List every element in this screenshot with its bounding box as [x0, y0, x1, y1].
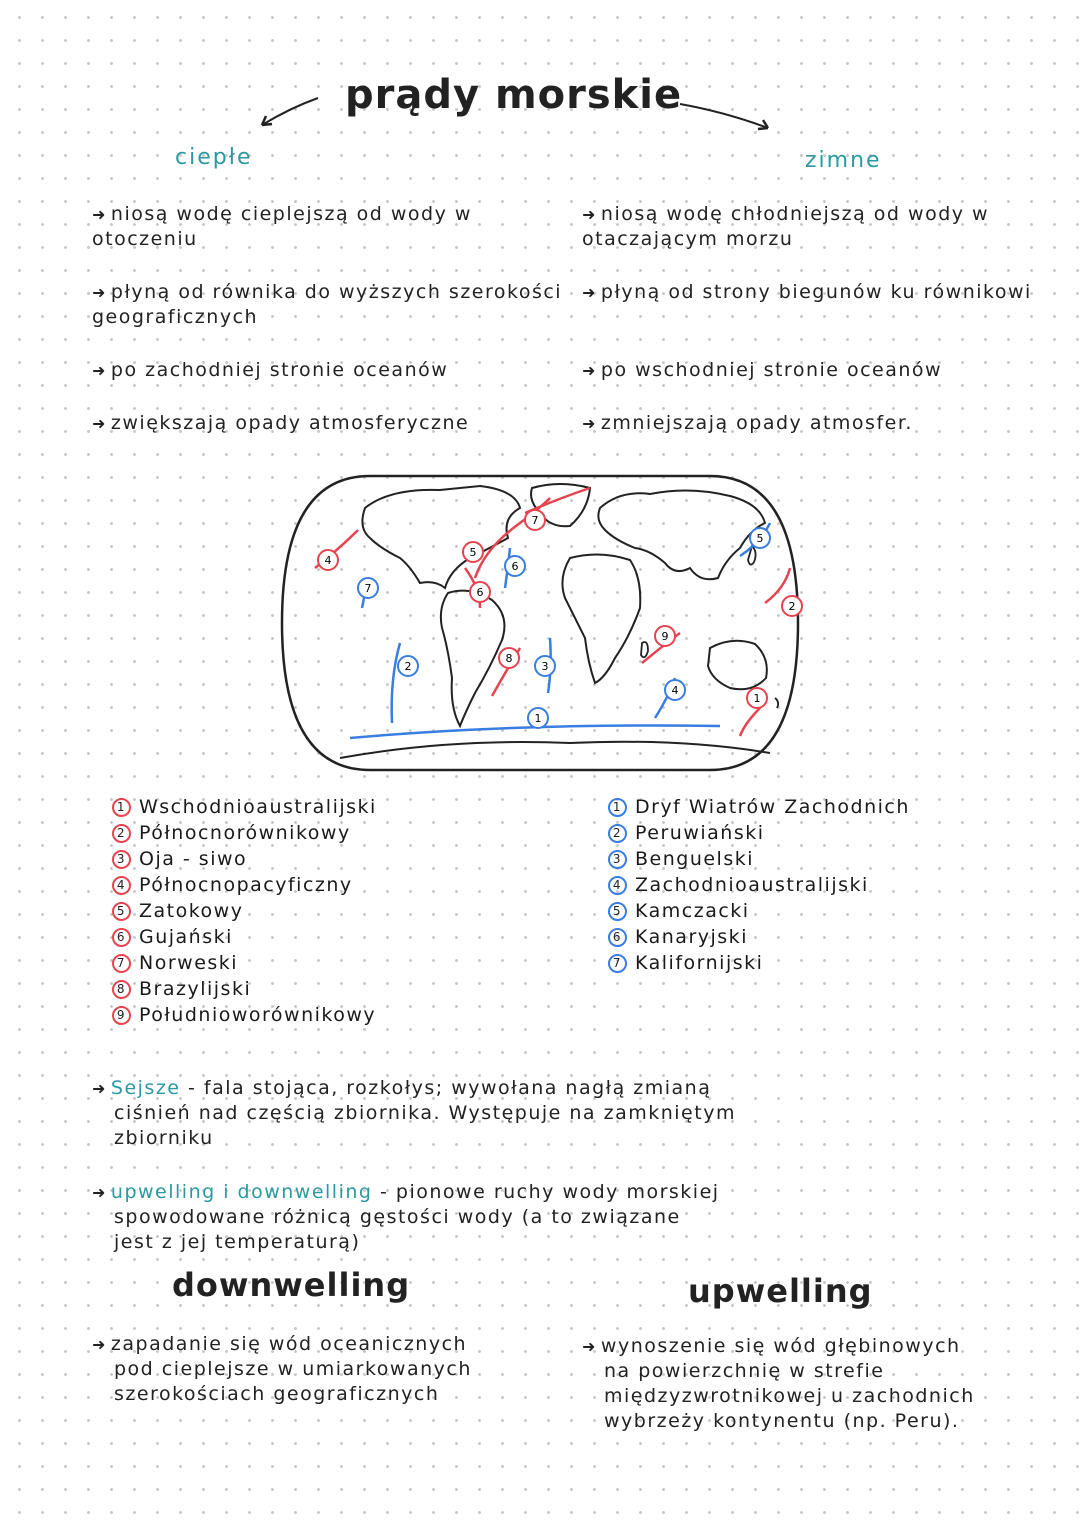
cold-arrow-2 [392, 643, 400, 723]
legend-name: Zachodnioaustralijski [635, 874, 869, 896]
legend-number: 1 [608, 798, 627, 817]
cold-point-2: ➜ płyną od strony biegunów ku równikowi [582, 281, 1032, 303]
map-label-warm-8 [499, 648, 519, 668]
legend-row [112, 976, 377, 1002]
warm-current-arrows [315, 488, 790, 736]
map-label-warm-1 [747, 688, 767, 708]
map-label-warm-9 [655, 626, 675, 646]
legend-row [112, 1002, 377, 1028]
legend-name: Północnopacyficzny [139, 874, 353, 896]
legend-name: Kanaryjski [635, 926, 748, 948]
legend-row [608, 924, 910, 950]
warm-point-1: ➜ niosą wodę cieplejszą od wody w otoczeniu [92, 203, 472, 250]
cold-point-1: ➜ niosą wodę chłodniejszą od wody w otaczającym morzu [582, 203, 990, 250]
legend-number: 8 [112, 980, 131, 999]
legend-number: 3 [112, 850, 131, 869]
bullet-arrow-icon: ➜ [92, 1335, 107, 1354]
page-title: prądy morskie [345, 72, 683, 118]
legend-number: 5 [112, 902, 131, 921]
legend-number: 5 [608, 902, 627, 921]
svg-text:2: 2 [404, 660, 412, 673]
bullet-arrow-icon: ➜ [582, 414, 597, 433]
map-label-warm-7 [525, 510, 545, 530]
legend-name: Norweski [139, 952, 239, 974]
map-label-cold-2 [398, 656, 418, 676]
eurasia-shape [598, 490, 765, 579]
legend-row [608, 794, 910, 820]
svg-text:7: 7 [531, 514, 539, 527]
legend-row [608, 950, 910, 976]
warm-point-2: ➜ płyną od równika do wyższych szerokości geograficznych [92, 281, 563, 328]
cold-heading: zimne [805, 148, 882, 173]
legend-number: 6 [112, 928, 131, 947]
map-label-cold-4 [665, 680, 685, 700]
map-label-cold-6 [505, 556, 525, 576]
map-label-warm-2 [782, 596, 802, 616]
bullet-arrow-icon: ➜ [92, 361, 107, 380]
legend-number: 9 [112, 1006, 131, 1025]
legend-number: 2 [608, 824, 627, 843]
legend-row [112, 872, 377, 898]
bullet-arrow-icon: ➜ [92, 1079, 107, 1098]
legend-row [608, 898, 910, 924]
seiches-paragraph: ➜ Sejsze - fala stojąca, rozkołys; wywołana nagłą zmianą ciśnień nad częścią zbiornika. Występuje na zamkniętym zbiorniku [92, 1077, 736, 1149]
seiches-term: Sejsze [110, 1077, 181, 1099]
cold-map-labels [358, 528, 770, 728]
map-label-warm-5 [463, 542, 483, 562]
svg-text:1: 1 [753, 692, 761, 705]
arrow-to-cold [680, 104, 768, 128]
svg-text:6: 6 [476, 586, 484, 599]
map-label-cold-3 [535, 656, 555, 676]
svg-text:5: 5 [756, 532, 764, 545]
legend-row [112, 820, 377, 846]
svg-text:4: 4 [671, 684, 679, 697]
legend-number: 4 [608, 876, 627, 895]
legend-number: 3 [608, 850, 627, 869]
svg-text:2: 2 [788, 600, 796, 613]
warm-point-4: ➜ zwiększają opady atmosferyczne [92, 412, 470, 434]
legend-name: Kalifornijski [635, 952, 764, 974]
madagascar-shape [641, 642, 648, 657]
legend-name: Benguelski [635, 848, 755, 870]
legend-number: 7 [608, 954, 627, 973]
legend-row [608, 846, 910, 872]
bullet-arrow-icon: ➜ [582, 361, 597, 380]
legend-number: 2 [112, 824, 131, 843]
legend-row [112, 950, 377, 976]
legend-name: Dryf Wiatrów Zachodnich [635, 796, 910, 818]
bullet-arrow-icon: ➜ [92, 283, 107, 302]
legend-number: 4 [112, 876, 131, 895]
legend-name: Gujański [139, 926, 233, 948]
arrow-to-warm [262, 98, 318, 125]
downwelling-description: ➜ zapadanie się wód oceanicznych pod cieplejsze w umiarkowanych szerokościach geograficznych [92, 1333, 472, 1405]
world-map [270, 468, 810, 778]
cold-point-3: ➜ po wschodniej stronie oceanów [582, 359, 943, 381]
legend-row [112, 794, 377, 820]
legend-row [112, 846, 377, 872]
map-label-warm-4 [318, 550, 338, 570]
svg-text:3: 3 [541, 660, 549, 673]
cold-current-arrows [350, 523, 770, 738]
north-america-shape [362, 486, 520, 588]
bullet-arrow-icon: ➜ [582, 283, 597, 302]
cold-point-4: ➜ zmniejszają opady atmosfer. [582, 412, 913, 434]
upwelling-heading: upwelling [688, 1272, 873, 1310]
warm-heading: ciepłe [175, 145, 253, 170]
svg-text:5: 5 [469, 546, 477, 559]
map-label-cold-1 [528, 708, 548, 728]
svg-text:4: 4 [324, 554, 332, 567]
legend-name: Wschodnioaustralijski [139, 796, 377, 818]
legend-row [608, 820, 910, 846]
nz-shape [775, 698, 778, 708]
warm-arrow-1 [740, 708, 760, 736]
antarctica-shape [340, 742, 770, 758]
south-america-shape [441, 591, 505, 726]
svg-text:8: 8 [505, 652, 513, 665]
legend-name: Oja - siwo [139, 848, 248, 870]
warm-point-3: ➜ po zachodniej stronie oceanów [92, 359, 449, 381]
bullet-arrow-icon: ➜ [92, 414, 107, 433]
bullet-arrow-icon: ➜ [582, 205, 597, 224]
svg-text:6: 6 [511, 560, 519, 573]
legend-number: 6 [608, 928, 627, 947]
cold-currents-legend [608, 794, 910, 976]
legend-name: Północnorównikowy [139, 822, 351, 844]
legend-name: Zatokowy [139, 900, 244, 922]
warm-currents-legend [112, 794, 377, 1028]
legend-name: Kamczacki [635, 900, 750, 922]
svg-text:9: 9 [661, 630, 669, 643]
legend-number: 7 [112, 954, 131, 973]
australia-shape [708, 641, 767, 689]
map-label-warm-6 [470, 582, 490, 602]
bullet-arrow-icon: ➜ [582, 1337, 597, 1356]
upwelling-term: upwelling i downwelling [110, 1181, 373, 1203]
legend-number: 1 [112, 798, 131, 817]
bullet-arrow-icon: ➜ [92, 205, 107, 224]
legend-row [112, 924, 377, 950]
bullet-arrow-icon: ➜ [92, 1183, 107, 1202]
warm-map-labels [318, 510, 802, 708]
africa-shape [562, 554, 640, 683]
upwelling-description: ➜ wynoszenie się wód głębinowych na powierzchnię w strefie międzyzwrotnikowej u zachodnich wybrzeży kontynentu (np. Peru). [582, 1335, 975, 1432]
downwelling-heading: downwelling [172, 1266, 411, 1304]
legend-name: Południoworównikowy [139, 1004, 377, 1026]
legend-name: Peruwiański [635, 822, 765, 844]
svg-text:7: 7 [364, 582, 372, 595]
upwelling-intro-paragraph: ➜ upwelling i downwelling - pionowe ruchy wody morskiej spowodowane różnicą gęstości wody (a to związane jest z jej temperaturą) [92, 1181, 720, 1253]
map-label-cold-5 [750, 528, 770, 548]
legend-row [608, 872, 910, 898]
legend-row [112, 898, 377, 924]
svg-text:1: 1 [534, 712, 542, 725]
legend-name: Brazylijski [139, 978, 252, 1000]
map-label-cold-7 [358, 578, 378, 598]
